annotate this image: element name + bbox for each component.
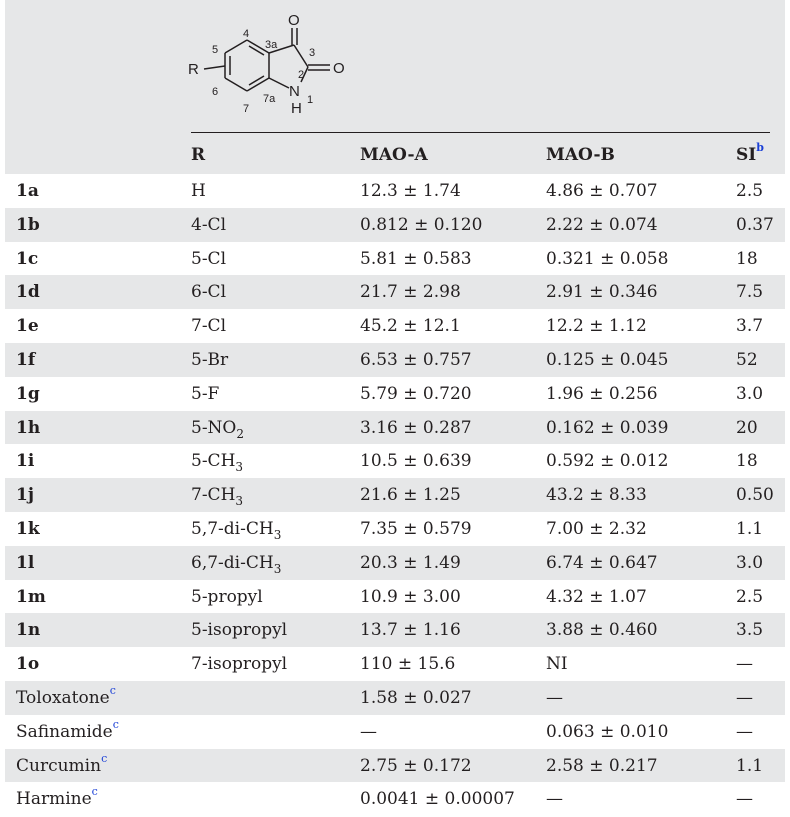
substituent-cell: $6,7-di-CH_3$ <box>191 552 282 576</box>
footnote-marker: c <box>101 751 108 765</box>
si-value: 2.5 <box>736 586 764 607</box>
mao-a-value: — <box>360 721 377 742</box>
mao-a-value: 12.3 ± 1.74 <box>360 181 461 201</box>
mao-b-value: 12.2 ± 1.12 <box>546 316 647 337</box>
table-row <box>5 512 785 546</box>
si-value: 1.1 <box>736 518 764 539</box>
compound-id: 1o <box>16 654 40 675</box>
substituent-cell: $5-CH_3$ <box>191 451 244 475</box>
mao-b-value: 3.88 ± 0.460 <box>546 620 658 641</box>
table-row <box>5 174 785 208</box>
oxygen-top-label: O <box>288 12 300 29</box>
substituent-cell: 7-Cl <box>191 316 227 337</box>
mao-b-value: — <box>546 789 563 810</box>
mao-b-value: 0.162 ± 0.039 <box>546 417 669 438</box>
si-value: — <box>736 654 753 675</box>
mao-a-value: 3.16 ± 0.287 <box>360 417 472 438</box>
compound-id: 1m <box>16 586 46 607</box>
mao-a-value: 1.58 ± 0.027 <box>360 687 472 708</box>
position-2-label: 2 <box>298 69 305 81</box>
mao-a-value: 5.81 ± 0.583 <box>360 248 472 269</box>
table-row <box>5 343 785 377</box>
substituent-cell: $5,7-di-CH_3$ <box>191 518 282 542</box>
compound-id: Safinamide$^c$ <box>16 717 119 742</box>
mao-b-value: 1.96 ± 0.256 <box>546 383 658 404</box>
table-row <box>5 242 785 276</box>
si-value: 20 <box>736 417 758 438</box>
substituent-cell: 5-isopropyl <box>191 620 288 641</box>
mao-a-value: 0.812 ± 0.120 <box>360 214 483 235</box>
mao-b-value: 0.063 ± 0.010 <box>546 721 669 742</box>
si-value: 18 <box>736 451 758 472</box>
mao-inhibition-table <box>5 0 785 816</box>
table-header <box>5 132 785 174</box>
position-4-label: 4 <box>243 28 250 40</box>
substituent-cell: 5-Br <box>191 349 229 370</box>
oxygen-right-label: O <box>333 60 345 77</box>
mao-a-value: 21.7 ± 2.98 <box>360 282 461 303</box>
header-mao-b: MAO-B <box>546 145 615 165</box>
compound-id: 1g <box>16 383 40 404</box>
mao-b-value: 6.74 ± 0.647 <box>546 552 658 573</box>
si-value: 3.7 <box>736 316 764 337</box>
table-row <box>5 546 785 580</box>
position-6-label: 6 <box>212 86 219 98</box>
mao-a-value: 5.79 ± 0.720 <box>360 383 472 404</box>
mao-a-value: 45.2 ± 12.1 <box>360 316 461 337</box>
compound-id: 1k <box>16 518 40 539</box>
footnote-marker: c <box>109 683 116 697</box>
position-1-label: 1 <box>307 94 314 106</box>
footnote-marker: c <box>91 785 98 799</box>
mao-b-value: 2.91 ± 0.346 <box>546 282 658 303</box>
compound-id: 1a <box>16 181 39 201</box>
header-mao-a: MAO-A <box>360 145 428 165</box>
compound-id: 1d <box>16 282 40 303</box>
mao-b-value: 2.58 ± 0.217 <box>546 755 658 776</box>
header-r: R <box>191 145 206 165</box>
mao-b-value: 7.00 ± 2.32 <box>546 518 647 539</box>
mao-a-value: 21.6 ± 1.25 <box>360 485 461 506</box>
si-value: — <box>736 687 753 708</box>
substituent-cell: 5-propyl <box>191 586 263 607</box>
compound-id: 1h <box>16 417 41 438</box>
table-row <box>5 715 785 749</box>
compound-id: 1j <box>16 485 34 506</box>
table-row <box>5 478 785 512</box>
table-row <box>5 411 785 445</box>
header-si: $SI^b$ <box>736 141 764 165</box>
substituent-cell: 7-isopropyl <box>191 654 288 675</box>
mao-b-value: 0.592 ± 0.012 <box>546 451 669 472</box>
nitrogen-label: N <box>289 83 300 100</box>
substituent-cell: $7-CH_3$ <box>191 485 244 509</box>
position-3-label: 3 <box>309 47 316 59</box>
si-value: 7.5 <box>736 282 764 303</box>
si-value: 18 <box>736 248 758 269</box>
compound-id: 1c <box>16 248 39 269</box>
si-footnote-marker: b <box>756 141 764 154</box>
mao-a-value: 2.75 ± 0.172 <box>360 755 472 776</box>
mao-a-value: 7.35 ± 0.579 <box>360 518 472 539</box>
table-row <box>5 647 785 681</box>
table-row <box>5 749 785 783</box>
compound-id: 1e <box>16 316 39 337</box>
si-value: 0.50 <box>736 485 774 506</box>
si-value: 0.37 <box>736 214 774 235</box>
hydrogen-label: H <box>291 100 302 117</box>
mao-a-value: 10.5 ± 0.639 <box>360 451 472 472</box>
compound-id: 1f <box>16 349 36 370</box>
substituent-cell: 5-Cl <box>191 248 227 269</box>
mao-a-value: 10.9 ± 3.00 <box>360 586 461 607</box>
position-3a-label: 3a <box>265 39 278 51</box>
header-rule <box>191 132 770 133</box>
table-row <box>5 613 785 647</box>
si-value: 52 <box>736 349 758 370</box>
table-row <box>5 681 785 715</box>
mao-b-value: NI <box>546 654 568 675</box>
table-row <box>5 275 785 309</box>
mao-a-value: 0.0041 ± 0.00007 <box>360 789 515 810</box>
mao-b-value: — <box>546 687 563 708</box>
isatin-structure-diagram <box>5 0 785 132</box>
table-row <box>5 309 785 343</box>
r-group-label: R <box>188 61 199 78</box>
compound-id: 1i <box>16 451 35 472</box>
mao-b-value: 2.22 ± 0.074 <box>546 214 658 235</box>
si-value: 2.5 <box>736 181 764 201</box>
mao-a-value: 13.7 ± 1.16 <box>360 620 461 641</box>
substituent-cell: H <box>191 181 206 201</box>
table-body <box>5 174 785 816</box>
si-value: — <box>736 789 753 810</box>
compound-id: Harmine$^c$ <box>16 785 98 810</box>
mao-a-value: 20.3 ± 1.49 <box>360 552 461 573</box>
position-7-label: 7 <box>243 103 250 115</box>
structure-band <box>5 0 785 132</box>
compound-id: 1l <box>16 552 35 573</box>
mao-b-value: 43.2 ± 8.33 <box>546 485 647 506</box>
position-5-label: 5 <box>212 44 219 56</box>
mao-b-value: 4.32 ± 1.07 <box>546 586 647 607</box>
table-row <box>5 782 785 816</box>
compound-id: 1b <box>16 214 40 235</box>
compound-id: Curcumin$^c$ <box>16 751 108 776</box>
substituent-cell: 4-Cl <box>191 214 227 235</box>
substituent-cell: $5-NO_2$ <box>191 417 245 441</box>
substituent-cell: 5-F <box>191 383 220 404</box>
si-value: 3.0 <box>736 383 764 404</box>
table-row <box>5 377 785 411</box>
footnote-marker: c <box>112 717 119 731</box>
compound-id: Toloxatone$^c$ <box>16 683 116 708</box>
mao-a-value: 110 ± 15.6 <box>360 654 456 675</box>
mao-b-value: 0.321 ± 0.058 <box>546 248 669 269</box>
mao-b-value: 0.125 ± 0.045 <box>546 349 669 370</box>
table-row <box>5 444 785 478</box>
table-row <box>5 208 785 242</box>
si-value: — <box>736 721 753 742</box>
si-value: 3.0 <box>736 552 764 573</box>
position-7a-label: 7a <box>263 93 276 105</box>
table-row <box>5 580 785 614</box>
compound-id: 1n <box>16 620 41 641</box>
mao-b-value: 4.86 ± 0.707 <box>546 181 658 201</box>
si-value: 1.1 <box>736 755 764 776</box>
mao-a-value: 6.53 ± 0.757 <box>360 349 472 370</box>
substituent-cell: 6-Cl <box>191 282 227 303</box>
si-value: 3.5 <box>736 620 764 641</box>
